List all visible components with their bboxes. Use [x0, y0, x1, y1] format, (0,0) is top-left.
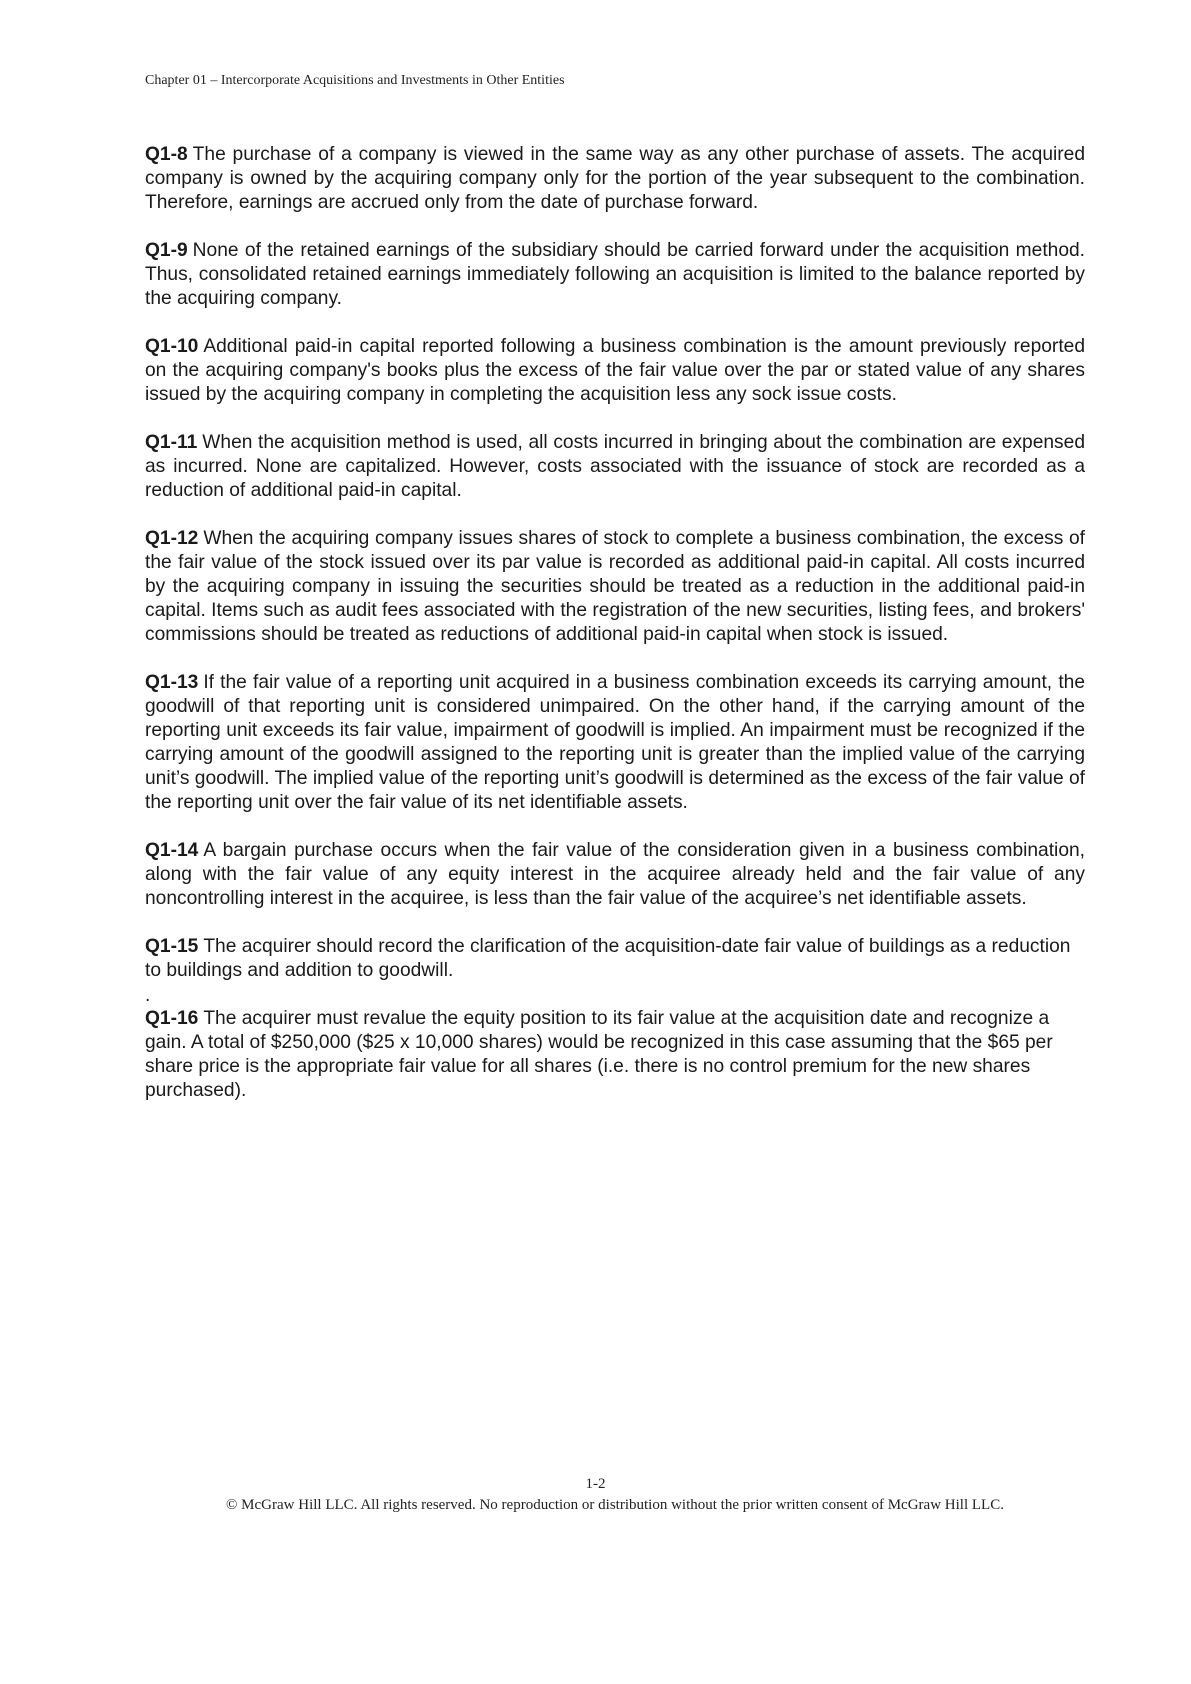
answer-text: The purchase of a company is viewed in the same way as any other purchase of assets. The acquired company is owned by the acquiring company only for the portion of the year subsequent to the combination. Therefore, earnings are accrued only from the date of purchase forward.	[145, 144, 1085, 213]
answer-text: Additional paid-in capital reported following a business combination is the amount previously reported on the acquiring company's books plus the excess of the fair value over the par or stated value of any shares issued by the acquiring company in completing the acquisition less any sock issue costs.	[145, 336, 1085, 405]
answer-text: A bargain purchase occurs when the fair value of the consideration given in a business combination, along with the fair value of any equity interest in the acquiree already held and the fair value of any noncontrolling interest in the acquiree, is less than the fair value of the acquiree’s net identifiable assets.	[145, 840, 1085, 909]
answer-text: None of the retained earnings of the subsidiary should be carried forward under the acquisition method. Thus, consolidated retained earnings immediately following an acquisition is limited to the balance reported by the acquiring company.	[145, 240, 1085, 309]
page-header: Chapter 01 – Intercorporate Acquisitions and Investments in Other Entities	[145, 73, 565, 88]
answer-q1-9	[145, 239, 1085, 311]
answer-text: If the fair value of a reporting unit acquired in a business combination exceeds its carrying amount, the goodwill of that reporting unit is considered unimpaired. On the other hand, if the carrying amount of the reporting unit exceeds its fair value, impairment of goodwill is implied. An impairment must be recognized if the carrying amount of the goodwill assigned to the reporting unit is greater than the implied value of the carrying unit’s goodwill. The implied value of the reporting unit’s goodwill is determined as the excess of the fair value of the reporting unit over the fair value of its net identifiable assets.	[145, 672, 1085, 813]
question-id: Q1-10	[145, 336, 199, 357]
page-number: 1-2	[585, 1476, 606, 1492]
copyright-notice: © McGraw Hill LLC. All rights reserved. No reproduction or distribution without the prior written consent of McGraw Hill LLC.	[226, 1497, 1004, 1513]
answer-q1-14	[145, 839, 1085, 911]
answer-q1-10	[145, 335, 1085, 407]
question-id: Q1-9	[145, 240, 188, 261]
answer-text: When the acquiring company issues shares of stock to complete a business combination, the excess of the fair value of the stock issued over its par value is recorded as additional paid-in capital. All costs incurred by the acquiring company in issuing the securities should be treated as a reduction in the additional paid-in capital. Items such as audit fees associated with the registration of the new securities, listing fees, and brokers' commissions should be treated as reductions of additional paid-in capital when stock is issued.	[145, 528, 1085, 645]
question-id: Q1-8	[145, 144, 188, 165]
answer-text: The acquirer must revalue the equity position to its fair value at the acquisition date and recognize a gain. A total of $250,000 ($25 x 10,000 shares) would be recognized in this case assuming that the $65 per share price is the appropriate fair value for all shares (i.e. there is no control premium for the new shares purchased).	[145, 1008, 1053, 1101]
question-id: Q1-16	[145, 1008, 199, 1029]
answer-q1-16	[145, 1007, 1085, 1103]
answer-text: The acquirer should record the clarification of the acquisition-date fair value of buildings as a reduction to buildings and addition to goodwill.	[145, 936, 1071, 981]
answer-q1-13	[145, 671, 1085, 815]
stray-period: .	[145, 985, 151, 1006]
answer-text: When the acquisition method is used, all costs incurred in bringing about the combination are expensed as incurred. None are capitalized. However, costs associated with the issuance of stock are recorded as a reduction of additional paid-in capital.	[145, 432, 1085, 501]
answer-q1-12	[145, 527, 1085, 647]
answer-q1-8	[145, 143, 1085, 215]
document-body	[145, 143, 1085, 1127]
question-id: Q1-14	[145, 840, 199, 861]
question-id: Q1-11	[145, 432, 198, 453]
question-id: Q1-13	[145, 672, 199, 693]
question-id: Q1-15	[145, 936, 199, 957]
answer-q1-11	[145, 431, 1085, 503]
answer-q1-15	[145, 935, 1085, 983]
question-id: Q1-12	[145, 528, 199, 549]
